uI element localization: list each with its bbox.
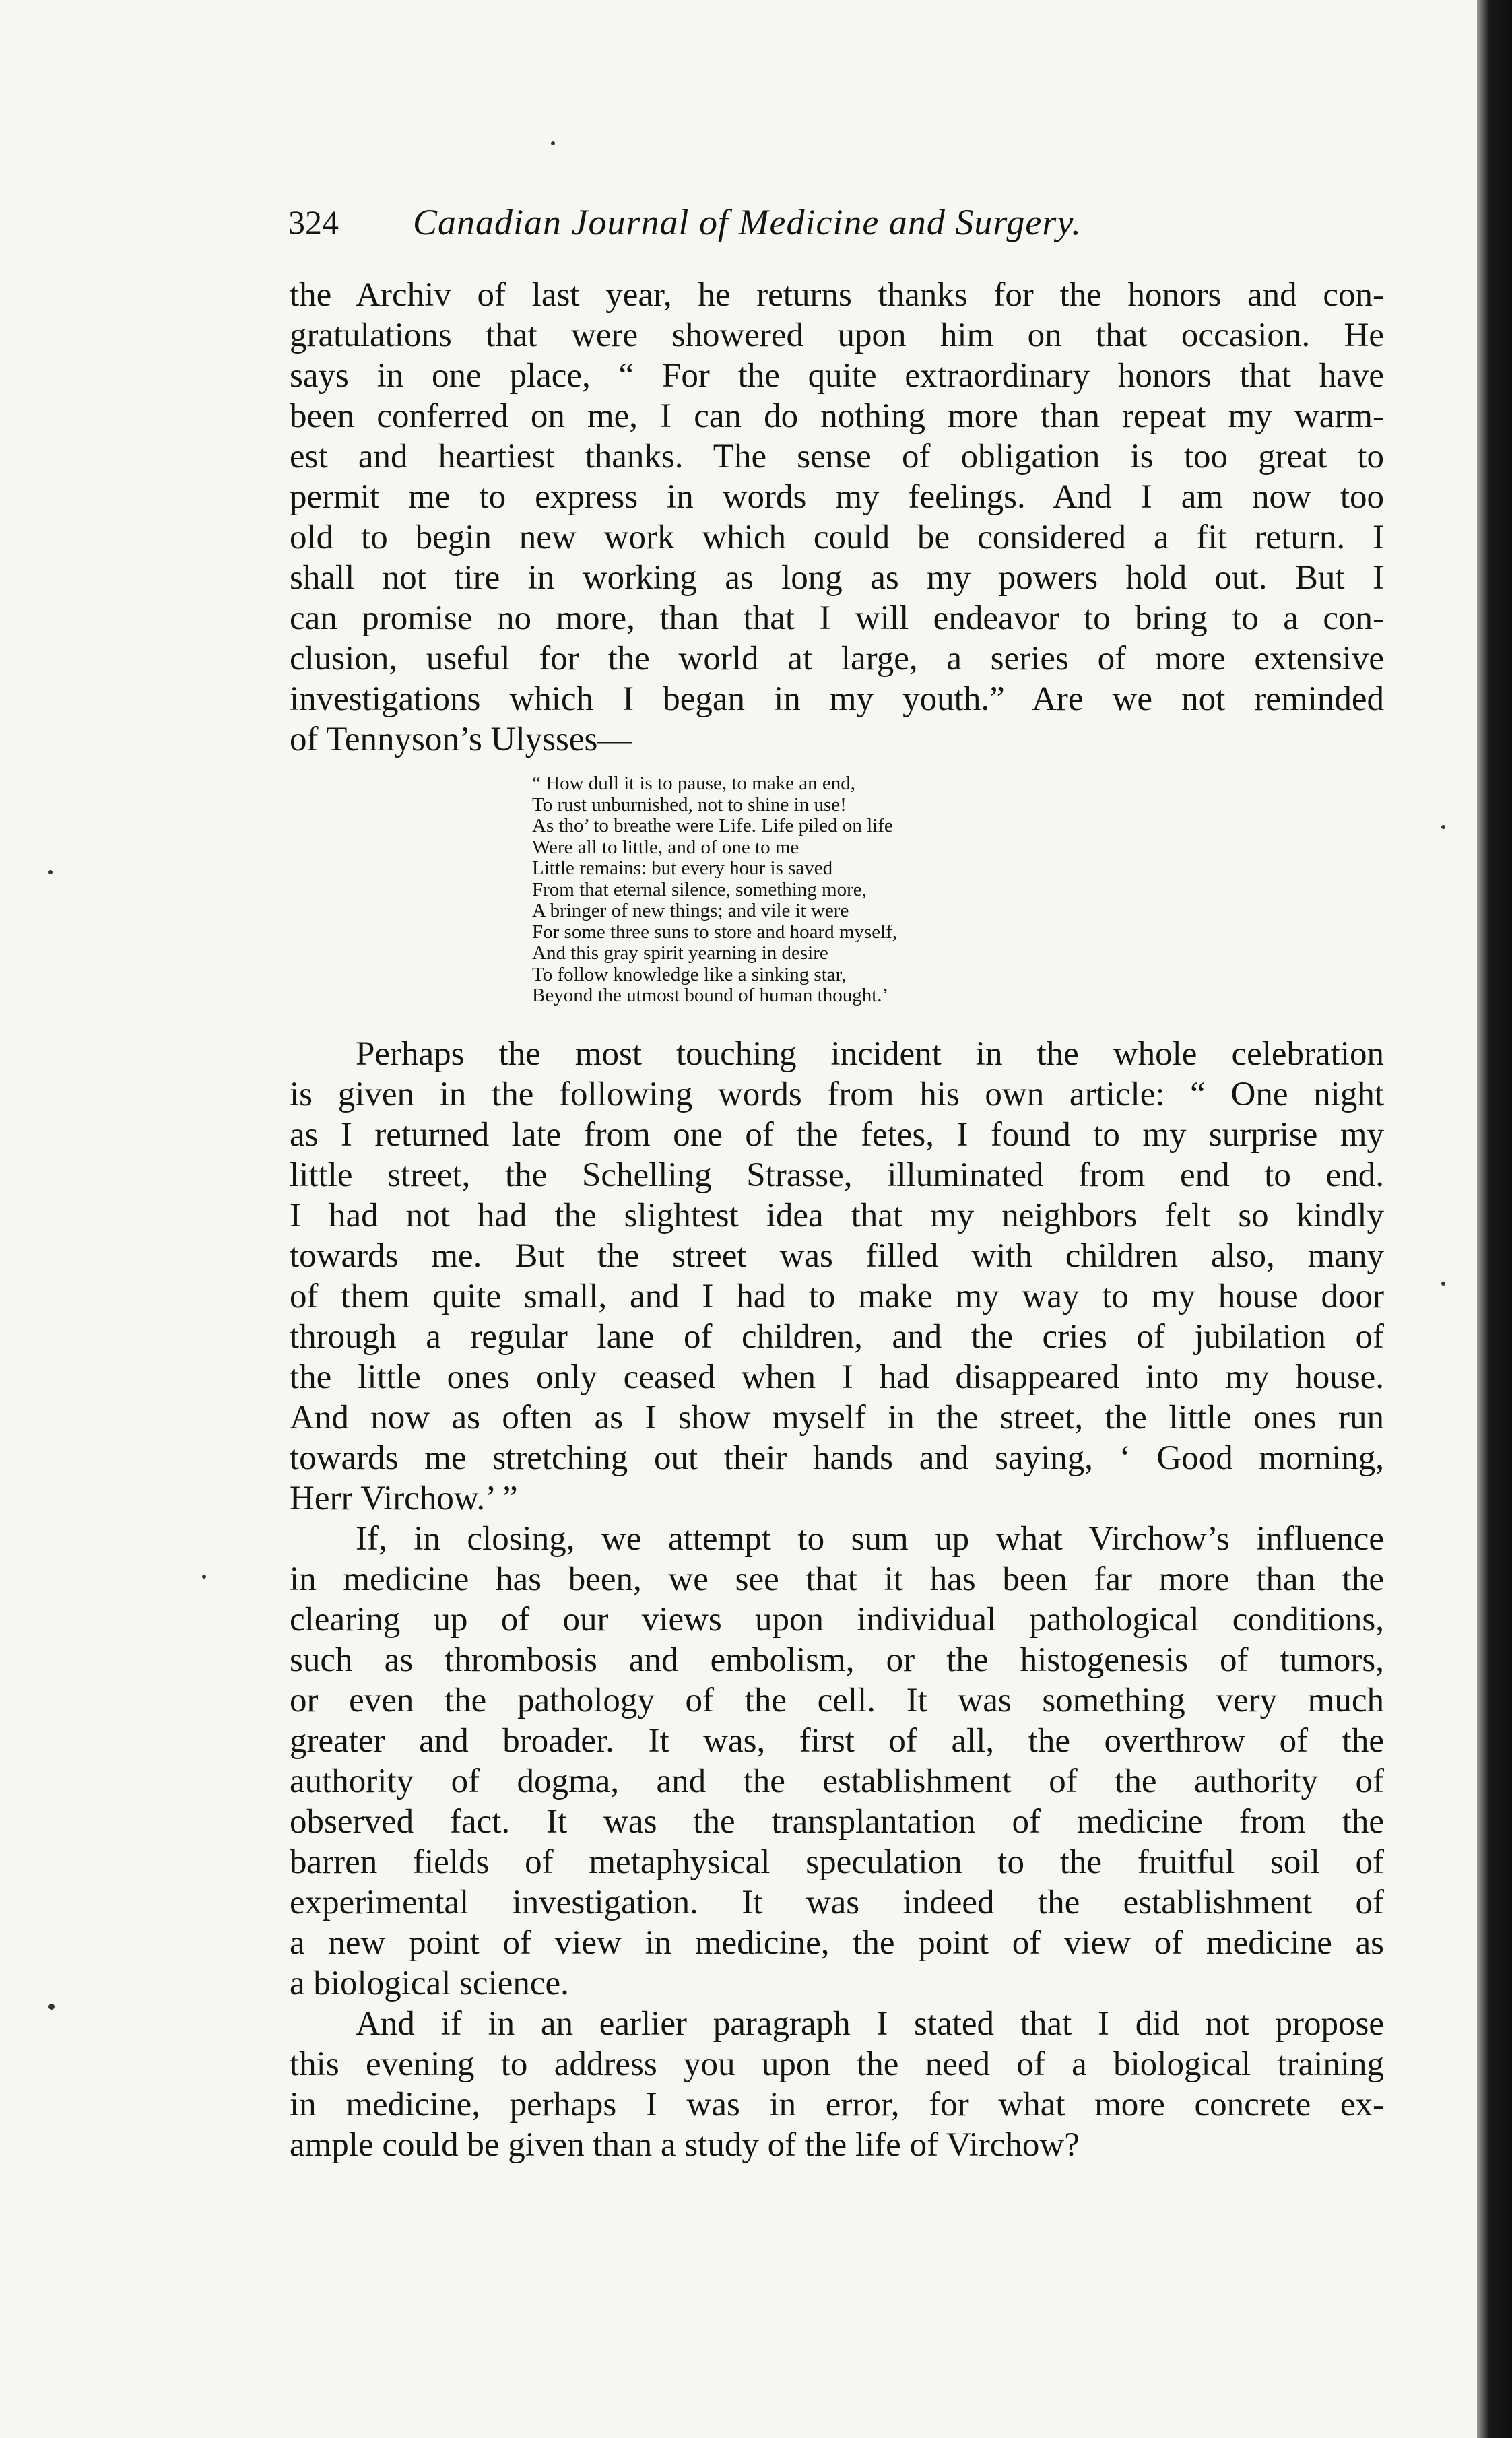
- text-line: can promise no more, than that I will endeavor to bring to a con-: [290, 599, 1384, 637]
- text-line: towards me stretching out their hands and saying, ‘ Good morning,: [290, 1439, 1384, 1477]
- poem-line: As tho’ to breathe were Life. Life piled on life: [532, 815, 893, 836]
- text-line: of them quite small, and I had to make my way to my house door: [290, 1278, 1384, 1315]
- text-line: investigations which I began in my youth.” Are we not reminded: [290, 680, 1384, 718]
- poem-line: A bringer of new things; and vile it were: [532, 900, 849, 921]
- text-line: greater and broader. It was, first of all, the overthrow of the: [290, 1722, 1384, 1760]
- text-line: as I returned late from one of the fetes, I found to my surprise my: [290, 1116, 1384, 1154]
- text-line: the Archiv of last year, he returns thanks for the honors and con-: [290, 276, 1384, 314]
- scan-speck: [1441, 825, 1445, 829]
- scan-speck: [202, 1575, 206, 1579]
- text-line: And if in an earlier paragraph I stated that I did not propose: [356, 2005, 1384, 2043]
- text-line: in medicine, perhaps I was in error, for what more concrete ex-: [290, 2086, 1384, 2123]
- poem-line: To rust unburnished, not to shine in use!: [532, 793, 847, 816]
- poem-line: Little remains: but every hour is saved: [532, 857, 833, 879]
- binding-edge: [1477, 0, 1512, 2438]
- scan-speck: [48, 870, 53, 874]
- text-line: in medicine has been, we see that it has been far more than the: [290, 1560, 1384, 1598]
- text-line: Herr Virchow.’ ”: [290, 1480, 518, 1517]
- text-line: Perhaps the most touching incident in the whole celebration: [356, 1035, 1384, 1073]
- text-line: a new point of view in medicine, the point of view of medicine as: [290, 1924, 1384, 1962]
- page-header: [288, 195, 1433, 249]
- scan-speck: [551, 141, 555, 145]
- text-line: shall not tire in working as long as my powers hold out. But I: [290, 559, 1384, 597]
- poem-line: For some three suns to store and hoard myself,: [532, 921, 898, 943]
- text-line: ample could be given than a study of the life of Virchow?: [290, 2126, 1080, 2164]
- lower-body-text: [290, 1034, 1384, 2165]
- text-line: or even the pathology of the cell. It was something very much: [290, 1682, 1384, 1719]
- text-line: the little ones only ceased when I had disappeared into my house.: [290, 1358, 1384, 1396]
- paragraph-virchow-quote: [290, 275, 1384, 760]
- text-line: old to begin new work which could be considered a fit return. I: [290, 519, 1384, 556]
- paragraph-touching-incident: [290, 1034, 1384, 1519]
- poem-block: [532, 773, 1206, 1007]
- paragraph-conclusion: [290, 2004, 1384, 2165]
- text-line: says in one place, “ For the quite extraordinary honors that have: [290, 357, 1384, 395]
- text-line: experimental investigation. It was indeed the establishment of: [290, 1884, 1384, 1921]
- running-head: Canadian Journal of Medicine and Surgery.: [413, 202, 1082, 242]
- text-line: authority of dogma, and the establishment of the authority of: [290, 1762, 1384, 1800]
- text-line: observed fact. It was the transplantation of medicine from the: [290, 1803, 1384, 1841]
- text-line: clearing up of our views upon individual pathological conditions,: [290, 1601, 1384, 1639]
- text-line: barren fields of metaphysical speculation to the fruitful soil of: [290, 1843, 1384, 1881]
- poem-line: “ How dull it is to pause, to make an end,: [532, 772, 856, 794]
- text-line: a biological science.: [290, 1965, 569, 2002]
- scan-speck: [48, 2004, 55, 2010]
- text-line: clusion, useful for the world at large, a series of more extensive: [290, 640, 1384, 678]
- poem-line: From that eternal silence, something more,: [532, 878, 867, 900]
- text-line: towards me. But the street was filled with children also, many: [290, 1237, 1384, 1275]
- text-line: is given in the following words from his own article: “ One night: [290, 1076, 1384, 1113]
- text-line: I had not had the slightest idea that my neighbors felt so kindly: [290, 1197, 1384, 1234]
- text-line: If, in closing, we attempt to sum up what Virchow’s influence: [356, 1520, 1384, 1558]
- text-line: est and heartiest thanks. The sense of obligation is too great to: [290, 438, 1384, 475]
- text-line: little street, the Schelling Strasse, illuminated from end to end.: [290, 1156, 1384, 1194]
- text-line: permit me to express in words my feelings. And I am now too: [290, 478, 1384, 516]
- scan-speck: [1441, 1282, 1445, 1286]
- text-line: been conferred on me, I can do nothing more than repeat my warm-: [290, 397, 1384, 435]
- text-line: And now as often as I show myself in the street, the little ones run: [290, 1399, 1384, 1437]
- poem-line: To follow knowledge like a sinking star,: [532, 963, 847, 985]
- page-number: 324: [288, 203, 339, 241]
- paragraph-virchow-influence: [290, 1519, 1384, 2004]
- text-line: of Tennyson’s Ulysses—: [290, 721, 632, 758]
- text-line: this evening to address you upon the need of a biological training: [290, 2045, 1384, 2083]
- text-line: gratulations that were showered upon him on that occasion. He: [290, 317, 1384, 354]
- poem-line: Beyond the utmost bound of human thought.’: [532, 985, 889, 1006]
- poem-line: Were all to little, and of one to me: [532, 836, 799, 858]
- text-line: such as thrombosis and embolism, or the histogenesis of tumors,: [290, 1641, 1384, 1679]
- poem-line: And this gray spirit yearning in desire: [532, 942, 828, 964]
- text-line: through a regular lane of children, and the cries of jubilation of: [290, 1318, 1384, 1356]
